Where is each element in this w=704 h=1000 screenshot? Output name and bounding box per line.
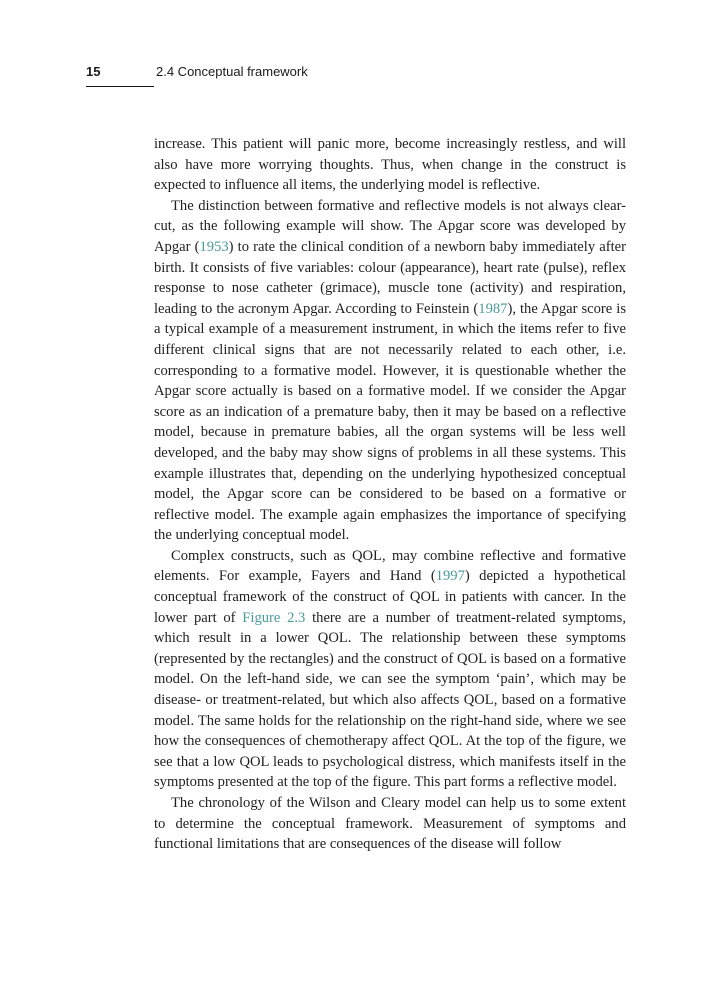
paragraph-text: Complex constructs, such as QOL, may combine reflective and formative elements. For example, Fayers and Hand ( [154, 547, 626, 585]
paragraph-text: ), the Apgar score is a typical example of a measurement instrument, in which the items refer to five different clinical signs that are not necessarily related to each other, i.e. corresponding to a formative model. However, it is questionable whether the Apgar score actually is based on a formative model. If we consider the Apgar score as an indication of a premature baby, then it may be based on a reflective model, because in premature babies, all the organ systems will be less well developed, and the baby may show signs of problems in all these systems. This example illustrates that, depending on the underlying hypothesized conceptual model, the Apgar score can be considered to be based on a formative or reflective model. The example again emphasizes the importance of specifying the underlying conceptual model. [154, 300, 627, 544]
paragraph-text: The chronology of the Wilson and Cleary model can help us to some extent to determine the conceptual framework. Measurement of symptoms and functional limitations that are consequences of the disease will follow [154, 795, 626, 853]
page-number: 15 [86, 64, 101, 79]
paragraph-4 [154, 793, 626, 855]
citation-link[interactable]: 1953 [199, 238, 229, 255]
paragraph-3 [154, 546, 626, 793]
body-text [154, 134, 626, 855]
figure-link[interactable]: Figure 2.3 [242, 609, 306, 626]
page-header [86, 62, 626, 88]
paragraph-text: The distinction between formative and reflective models is not always clear-cut, as the following example will show. The Apgar score was developed by Apgar ( [154, 197, 626, 255]
paragraph-2 [154, 196, 626, 546]
paragraph-text: ) to rate the clinical condition of a newborn baby immediately after birth. It consists of five variables: colour (appearance), heart rate (pulse), reflex response to nose catheter (grimace), muscle tone (activity) and respiration, leading to the acronym Apgar. According to Feinstein ( [154, 238, 627, 317]
paragraph-1 [154, 134, 626, 196]
paragraph-text: ) depicted a hypothetical conceptual framework of the construct of QOL in patients with cancer. In the lower part of [154, 568, 626, 626]
citation-link[interactable]: 1987 [478, 300, 508, 317]
citation-link[interactable]: 1997 [435, 568, 465, 585]
running-head: 2.4 Conceptual framework [156, 64, 308, 79]
header-rule [86, 86, 154, 87]
paragraph-text: increase. This patient will panic more, become increasingly restless, and will also have more worrying thoughts. Thus, when change in the construct is expected to influence all items, the underlying model is reflective. [154, 136, 626, 194]
paragraph-text: there are a number of treatment-related symptoms, which result in a lower QOL. The relationship between these symptoms (represented by the rectangles) and the construct of QOL is based on a formative model. On the left-hand side, we can see the symptom ‘pain’, which may be disease- or treatment-related, but which also affects QOL, based on a formative model. The same holds for the relationship on the right-hand side, where we see how the consequences of chemotherapy affect QOL. At the top of the figure, we see that a low QOL leads to psychological distress, which manifests itself in the symptoms presented at the top of the figure. This part forms a reflective model. [154, 609, 626, 791]
